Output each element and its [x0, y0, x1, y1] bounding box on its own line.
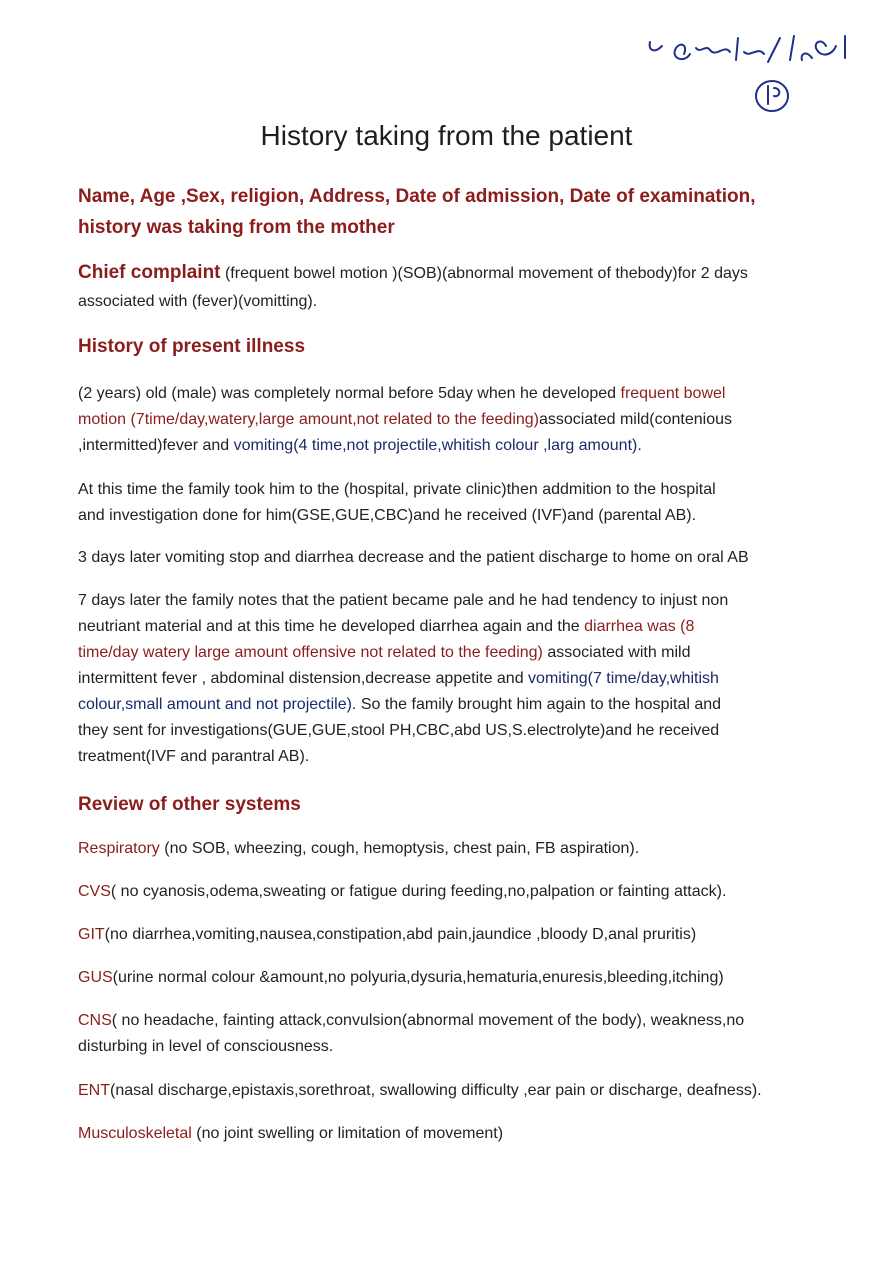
hpi-p1-highlight-2: motion (7time/day,watery,large amount,not related to the feeding) — [78, 411, 539, 428]
chief-complaint — [78, 259, 868, 316]
hpi-paragraph-1 — [78, 381, 878, 459]
ros-text: ( no cyanosis,odema,sweating or fatigue during feeding,no,palpation or fainting attack). — [110, 883, 727, 900]
identity-line-1: Name, Age ,Sex, religion, Address, Date of admission, Date of examination, — [78, 186, 756, 207]
hpi-p4-line-2: neutriant material and at this time he developed diarrhea again and the — [78, 618, 585, 635]
ros-label: CVS — [78, 883, 111, 900]
hpi-p2-line-1: At this time the family took him to the (hospital, private clinic)then addmition to the hospital — [78, 481, 716, 498]
hpi-p1-end: . — [637, 437, 642, 454]
ros-text-2: disturbing in level of consciousness. — [78, 1038, 334, 1055]
hpi-p4-line-3: associated with mild — [542, 644, 691, 661]
ros-gus — [78, 965, 878, 991]
identity-line-2: history was taking from the mother — [78, 217, 395, 238]
ros-musculoskeletal — [78, 1121, 878, 1147]
chief-complaint-text-2: associated with (fever)(vomitting). — [78, 293, 318, 310]
ros-text: (no SOB, wheezing, cough, hemoptysis, chest pain, FB aspiration). — [159, 840, 640, 857]
ros-text: (no diarrhea,vomiting,nausea,constipation,abd pain,jaundice ,bloody D,anal pruritis) — [104, 926, 697, 943]
hpi-p4-line-4: intermittent fever , abdominal distension,decrease appetite and — [78, 670, 529, 687]
hpi-p1-text-2: associated mild(contenious — [539, 411, 732, 428]
ros-cns — [78, 1008, 878, 1060]
hpi-p1-highlight: frequent bowel — [620, 385, 726, 402]
ros-text: (nasal discharge,epistaxis,sorethroat, swallowing difficulty ,ear pain or discharge, deafness). — [110, 1082, 762, 1099]
ros-label: Musculoskeletal — [78, 1125, 192, 1142]
hpi-p4-vomiting: vomiting(7 time/day,whitish — [528, 670, 719, 687]
hpi-p4-line-5: . So the family brought him again to the hospital and — [351, 696, 722, 713]
hpi-p4-line-6: they sent for investigations(GUE,GUE,stool PH,CBC,abd US,S.electrolyte)and he received — [78, 722, 720, 739]
identity-heading — [78, 181, 858, 243]
hpi-p4-vomiting-2: colour,small amount and not projectile) — [78, 696, 352, 713]
handwritten-note — [640, 24, 855, 119]
chief-complaint-text: (frequent bowel motion )(SOB)(abnormal movement of thebody)for 2 days — [220, 265, 748, 282]
page-title: History taking from the patient — [260, 120, 633, 151]
hpi-p1-vomiting: vomiting(4 time,not projectile,whitish colour ,larg amount) — [233, 437, 638, 454]
chief-complaint-label: Chief complaint — [78, 262, 221, 283]
hpi-p4-highlight-1: diarrhea was (8 — [584, 618, 695, 635]
ros-heading: Review of other systems — [78, 794, 301, 815]
ros-git — [78, 922, 878, 948]
hpi-paragraph-2 — [78, 477, 878, 529]
ros-ent — [78, 1078, 878, 1104]
hpi-p4-line-7: treatment(IVF and parantral AB). — [78, 748, 310, 765]
hpi-p1-text: (2 years) old (male) was completely normal before 5day when he developed — [78, 385, 621, 402]
hpi-paragraph-4 — [78, 588, 878, 770]
handwriting-scribble-icon — [640, 24, 855, 119]
ros-text: ( no headache, fainting attack,convulsion(abnormal movement of the body), weakness,no — [111, 1012, 745, 1029]
ros-label: GIT — [78, 926, 105, 943]
hpi-paragraph-3: 3 days later vomiting stop and diarrhea decrease and the patient discharge to home on oral AB — [78, 549, 749, 566]
ros-label: GUS — [78, 969, 113, 986]
ros-text: (urine normal colour &amount,no polyuria,dysuria,hematuria,enuresis,bleeding,itching) — [112, 969, 724, 986]
hpi-p2-line-2: and investigation done for him(GSE,GUE,CBC)and he received (IVF)and (parental AB). — [78, 507, 697, 524]
ros-respiratory — [78, 836, 878, 862]
ros-label: ENT — [78, 1082, 110, 1099]
hpi-p4-highlight-2: time/day watery large amount offensive not related to the feeding) — [78, 644, 543, 661]
ros-label: CNS — [78, 1012, 112, 1029]
hpi-p4-line-1: 7 days later the family notes that the patient became pale and he had tendency to injust non — [78, 592, 729, 609]
ros-label: Respiratory — [78, 840, 160, 857]
ros-text: (no joint swelling or limitation of movement) — [191, 1125, 504, 1142]
hpi-p1-text-3: ,intermitted)fever and — [78, 437, 234, 454]
hpi-heading: History of present illness — [78, 336, 306, 357]
ros-cvs — [78, 879, 878, 905]
